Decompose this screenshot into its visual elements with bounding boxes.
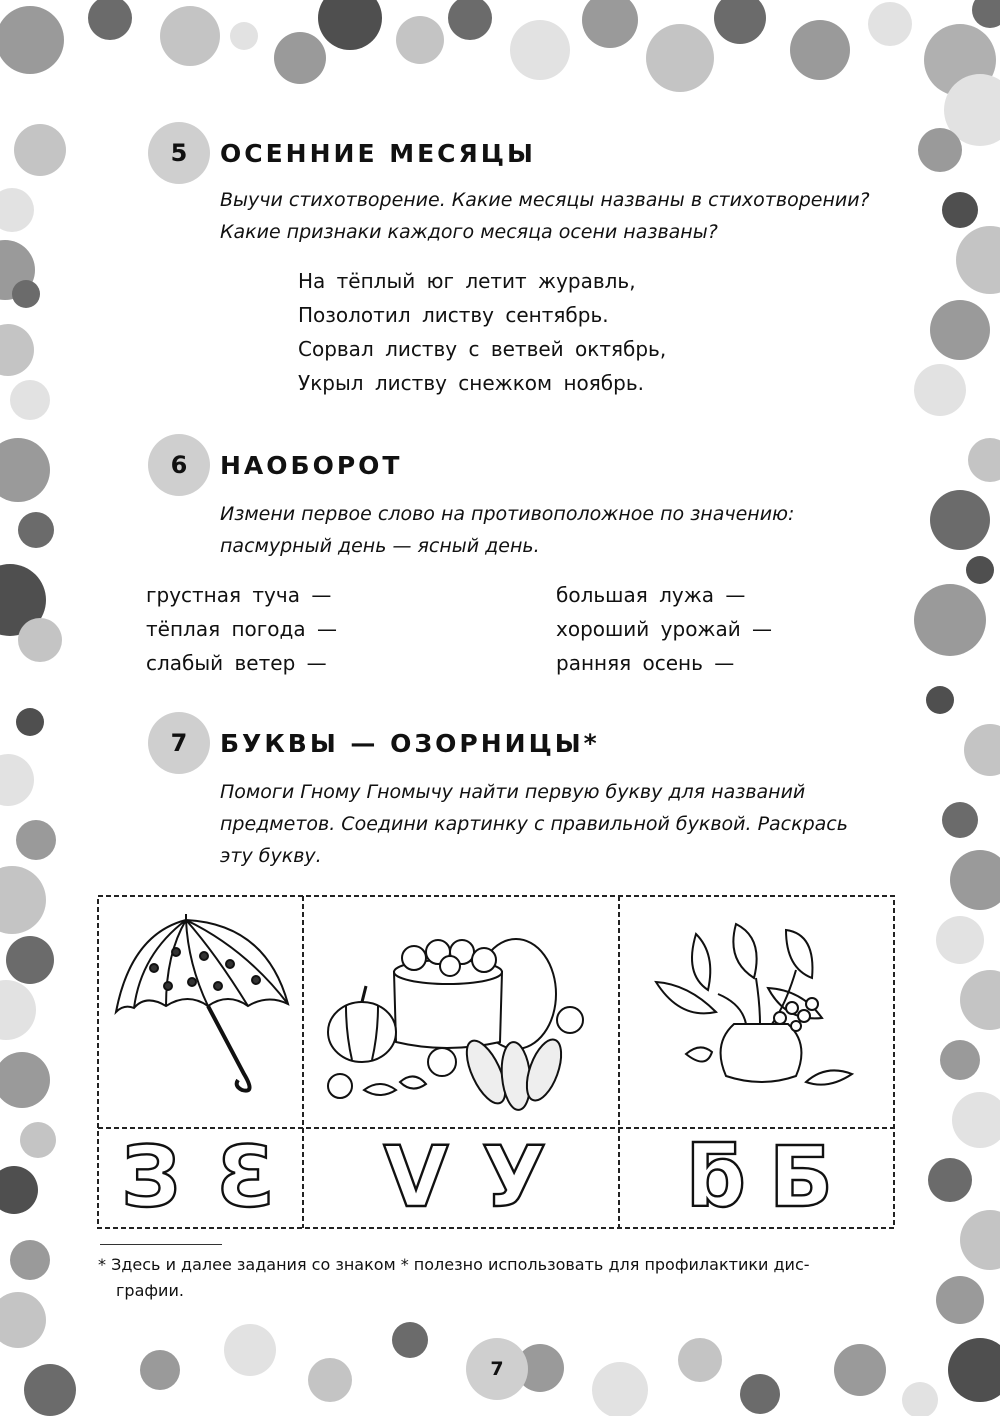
decor-dot (140, 1350, 180, 1390)
decor-dot (956, 226, 1000, 294)
decor-dot (308, 1358, 352, 1402)
decor-dot (0, 980, 36, 1040)
letter-option[interactable]: Ɛ (216, 1128, 276, 1226)
phrases-left-column (146, 578, 337, 680)
decor-dot (0, 6, 64, 74)
decor-dot (968, 438, 1000, 482)
poem-line: Сорвал листву с ветвей октябрь, (298, 337, 667, 361)
phrase-item: слабый ветер — (146, 651, 327, 675)
decor-dot (902, 1382, 938, 1416)
instruction-line: пасмурный день — ясный день. (220, 535, 540, 557)
task-6-title: НАОБОРОТ (220, 450, 403, 480)
decor-dot (448, 0, 492, 40)
decor-dot (740, 1374, 780, 1414)
decor-dot (24, 1364, 76, 1416)
decor-dot (926, 686, 954, 714)
decor-dot (942, 192, 978, 228)
phrase-item: хороший урожай — (556, 617, 773, 641)
decor-dot (396, 16, 444, 64)
decor-dot (928, 1158, 972, 1202)
phrase-item: тёплая погода — (146, 617, 337, 641)
footnote-line: графии. (116, 1281, 184, 1300)
decor-dot (274, 32, 326, 84)
decor-dot (160, 6, 220, 66)
decor-dot (16, 820, 56, 860)
poem-line: Позолотил листву сентябрь. (298, 303, 609, 327)
decor-dot (0, 1292, 46, 1348)
decor-dot (0, 1166, 38, 1214)
letter-option[interactable]: У (481, 1128, 547, 1226)
decor-dot (948, 1338, 1000, 1402)
decor-dot (0, 866, 46, 934)
decor-dot (960, 1210, 1000, 1270)
decor-dot (966, 556, 994, 584)
decor-dot (318, 0, 382, 50)
task-7-instruction (220, 776, 920, 872)
decor-dot (0, 324, 34, 376)
poem-line: На тёплый юг летит журавль, (298, 269, 636, 293)
decor-dot (18, 512, 54, 548)
instruction-line: Измени первое слово на противоположное по значению: (220, 503, 795, 525)
decor-dot (14, 124, 66, 176)
decor-dot (834, 1344, 886, 1396)
footnote-line: * Здесь и далее задания со знаком * полезно использовать для профилактики дис- (98, 1255, 810, 1274)
decor-dot (12, 280, 40, 308)
phrase-item: большая лужа — (556, 583, 746, 607)
decor-dot (392, 1322, 428, 1358)
task-5-header (148, 122, 536, 184)
decor-dot (936, 1276, 984, 1324)
task-6-number: 6 (148, 434, 210, 496)
decor-dot (678, 1338, 722, 1382)
decor-dot (6, 936, 54, 984)
task-7-number: 7 (148, 712, 210, 774)
decor-dot (88, 0, 132, 40)
decor-dot (0, 1052, 50, 1108)
phrases-right-column (556, 578, 772, 680)
letter-option[interactable]: V (383, 1128, 449, 1226)
decor-dot (592, 1362, 648, 1416)
decor-dot (0, 188, 34, 232)
decor-dot (972, 0, 1000, 28)
footnote (98, 1252, 898, 1304)
task-5-instruction (220, 184, 920, 248)
page-number: 7 (466, 1338, 528, 1400)
letter-option[interactable]: ƃ (685, 1128, 747, 1226)
decor-dot (224, 1324, 276, 1376)
decor-dot (936, 916, 984, 964)
poem (298, 264, 666, 400)
letter-option[interactable]: З (121, 1128, 181, 1226)
decor-dot (510, 20, 570, 80)
harvest-icon[interactable] (328, 939, 583, 1111)
task-7-header (148, 712, 600, 774)
decor-dot (16, 708, 44, 736)
decor-dot (914, 364, 966, 416)
decor-dot (10, 380, 50, 420)
instruction-line: Выучи стихотворение. Какие месяцы названы в стихотворении? (220, 189, 870, 211)
footnote-separator (100, 1244, 222, 1245)
decor-dot (918, 128, 962, 172)
decor-dot (20, 1122, 56, 1158)
poem-line: Укрыл листву снежком ноябрь. (298, 371, 644, 395)
decor-dot (952, 1092, 1000, 1148)
decor-dot (0, 754, 34, 806)
autumn-bouquet-icon[interactable] (656, 924, 852, 1085)
decor-dot (868, 2, 912, 46)
decor-dot (930, 300, 990, 360)
task-7-title: БУКВЫ — ОЗОРНИЦЫ* (220, 728, 600, 758)
decor-dot (230, 22, 258, 50)
task-5-number: 5 (148, 122, 210, 184)
task-6-instruction (220, 498, 920, 562)
decor-dot (790, 20, 850, 80)
decor-dot (942, 802, 978, 838)
instruction-line: предметов. Соедини картинку с правильной буквой. Раскрась (220, 813, 848, 835)
decor-dot (914, 584, 986, 656)
decor-dot (960, 970, 1000, 1030)
decor-dot (714, 0, 766, 44)
decor-dot (930, 490, 990, 550)
umbrella-icon[interactable] (116, 914, 288, 1091)
decor-dot (950, 850, 1000, 910)
letter-option[interactable]: Б (768, 1128, 834, 1226)
decor-dot (0, 438, 50, 502)
task-5-title: ОСЕННИЕ МЕСЯЦЫ (220, 138, 536, 168)
decor-dot (18, 618, 62, 662)
letter-matching-exercise (96, 894, 896, 1230)
instruction-line: эту букву. (220, 845, 322, 867)
phrase-item: грустная туча — (146, 583, 332, 607)
decor-dot (964, 724, 1000, 776)
decor-dot (582, 0, 638, 48)
task-6-header (148, 434, 402, 496)
instruction-line: Какие признаки каждого месяца осени названы? (220, 221, 718, 243)
decor-dot (10, 1240, 50, 1280)
instruction-line: Помоги Гному Гномычу найти первую букву для названий (220, 781, 806, 803)
decor-dot (940, 1040, 980, 1080)
decor-dot (646, 24, 714, 92)
phrase-item: ранняя осень — (556, 651, 735, 675)
